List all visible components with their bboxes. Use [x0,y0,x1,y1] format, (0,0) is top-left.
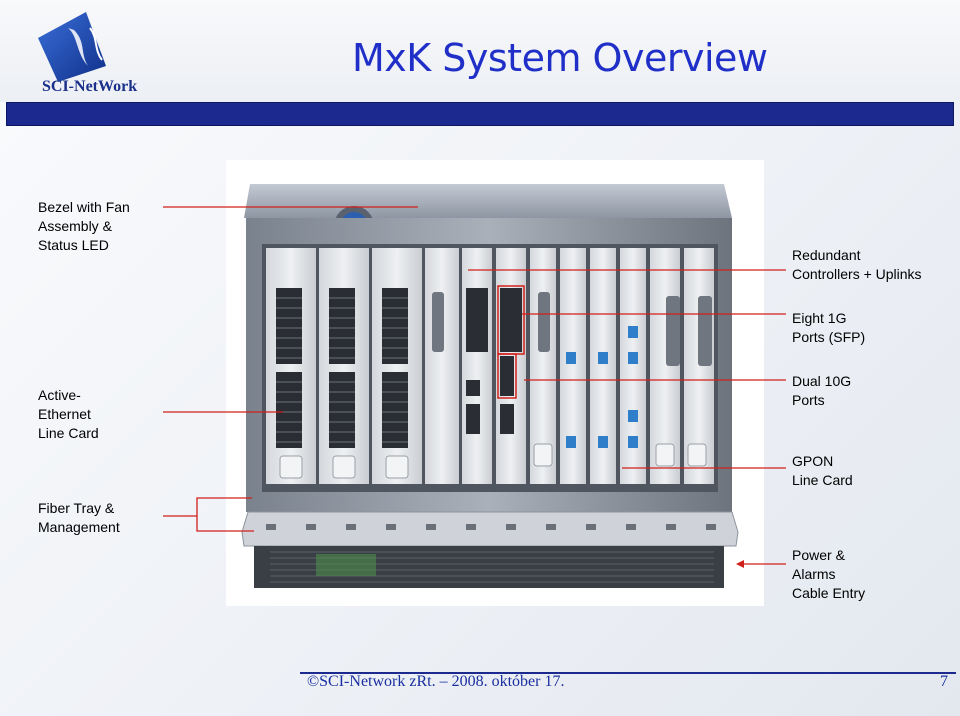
callout-bezel: Bezel with Fan Assembly & Status LED [38,199,130,253]
page-number: 7 [940,673,948,690]
callout-power: Power & Alarms Cable Entry [792,547,866,601]
callout-eight-1g: Eight 1G Ports (SFP) [792,310,866,345]
callout-fiber-tray: Fiber Tray & Management [38,500,120,535]
footer-copyright: ©SCI-Network zRt. – 2008. október 17. [307,673,565,690]
logo-text: SCI-NetWork [42,78,138,95]
callout-controllers: Redundant Controllers + Uplinks [792,247,922,282]
callout-active-ethernet: Active- Ethernet Line Card [38,387,99,441]
callout-dual-10g: Dual 10G Ports [792,373,852,408]
callout-gpon: GPON Line Card [792,453,853,488]
slide-title: MxK System Overview [352,36,768,80]
